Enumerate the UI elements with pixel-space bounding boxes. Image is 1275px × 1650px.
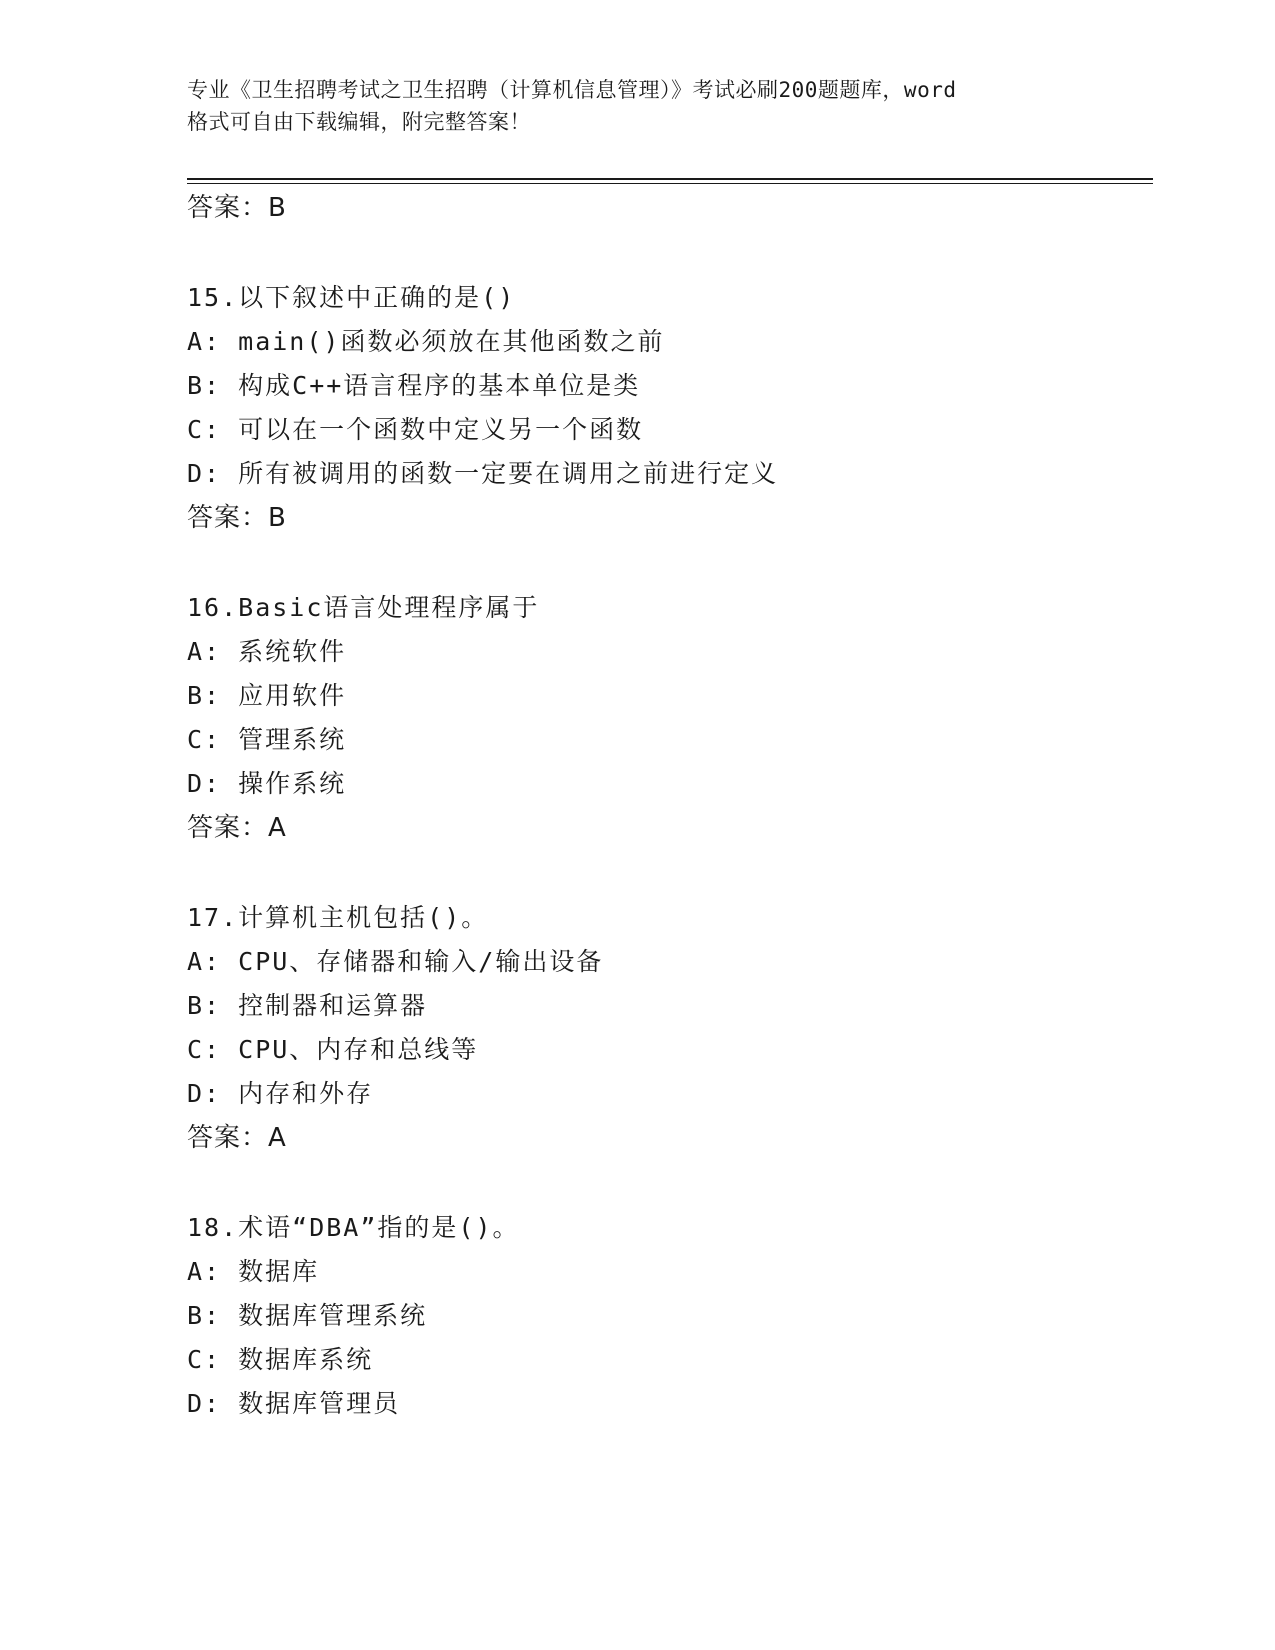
question-15-option-b: B: 构成C++语言程序的基本单位是类 bbox=[187, 371, 641, 400]
question-18-option-c: C: 数据库系统 bbox=[187, 1345, 374, 1374]
header-line-1: 专业《卫生招聘考试之卫生招聘（计算机信息管理）》考试必刷200题题库，word bbox=[187, 78, 957, 102]
question-16-answer: 答案：A bbox=[187, 813, 287, 843]
question-16-option-b: B: 应用软件 bbox=[187, 681, 347, 710]
question-18-option-a: A: 数据库 bbox=[187, 1257, 320, 1286]
question-17-answer: 答案：A bbox=[187, 1123, 287, 1153]
question-17-stem: 17.计算机主机包括()。 bbox=[187, 903, 489, 932]
header-line-2: 格式可自由下载编辑，附完整答案！ bbox=[187, 110, 531, 134]
question-18-option-b: B: 数据库管理系统 bbox=[187, 1301, 428, 1330]
question-15-option-a: A: main()函数必须放在其他函数之前 bbox=[187, 327, 665, 356]
question-15-option-c: C: 可以在一个函数中定义另一个函数 bbox=[187, 415, 644, 444]
question-17-option-b: B: 控制器和运算器 bbox=[187, 991, 428, 1020]
question-17-option-a: A: CPU、存储器和输入/输出设备 bbox=[187, 947, 604, 976]
header-rule-thin bbox=[187, 183, 1153, 184]
question-17-option-c: C: CPU、内存和总线等 bbox=[187, 1035, 479, 1064]
question-16-stem: 16.Basic语言处理程序属于 bbox=[187, 593, 540, 622]
question-18-option-d: D: 数据库管理员 bbox=[187, 1389, 401, 1418]
document-header bbox=[187, 74, 1087, 138]
answer-prev: 答案：B bbox=[187, 193, 287, 223]
question-15-stem: 15.以下叙述中正确的是() bbox=[187, 283, 516, 312]
header-rule-thick bbox=[187, 178, 1153, 180]
question-18-stem: 18.术语“DBA”指的是()。 bbox=[187, 1213, 520, 1242]
question-16-option-d: D: 操作系统 bbox=[187, 769, 347, 798]
question-16-option-a: A: 系统软件 bbox=[187, 637, 347, 666]
question-16-option-c: C: 管理系统 bbox=[187, 725, 347, 754]
question-15-answer: 答案：B bbox=[187, 503, 287, 533]
question-17-option-d: D: 内存和外存 bbox=[187, 1079, 374, 1108]
question-15-option-d: D: 所有被调用的函数一定要在调用之前进行定义 bbox=[187, 459, 779, 488]
